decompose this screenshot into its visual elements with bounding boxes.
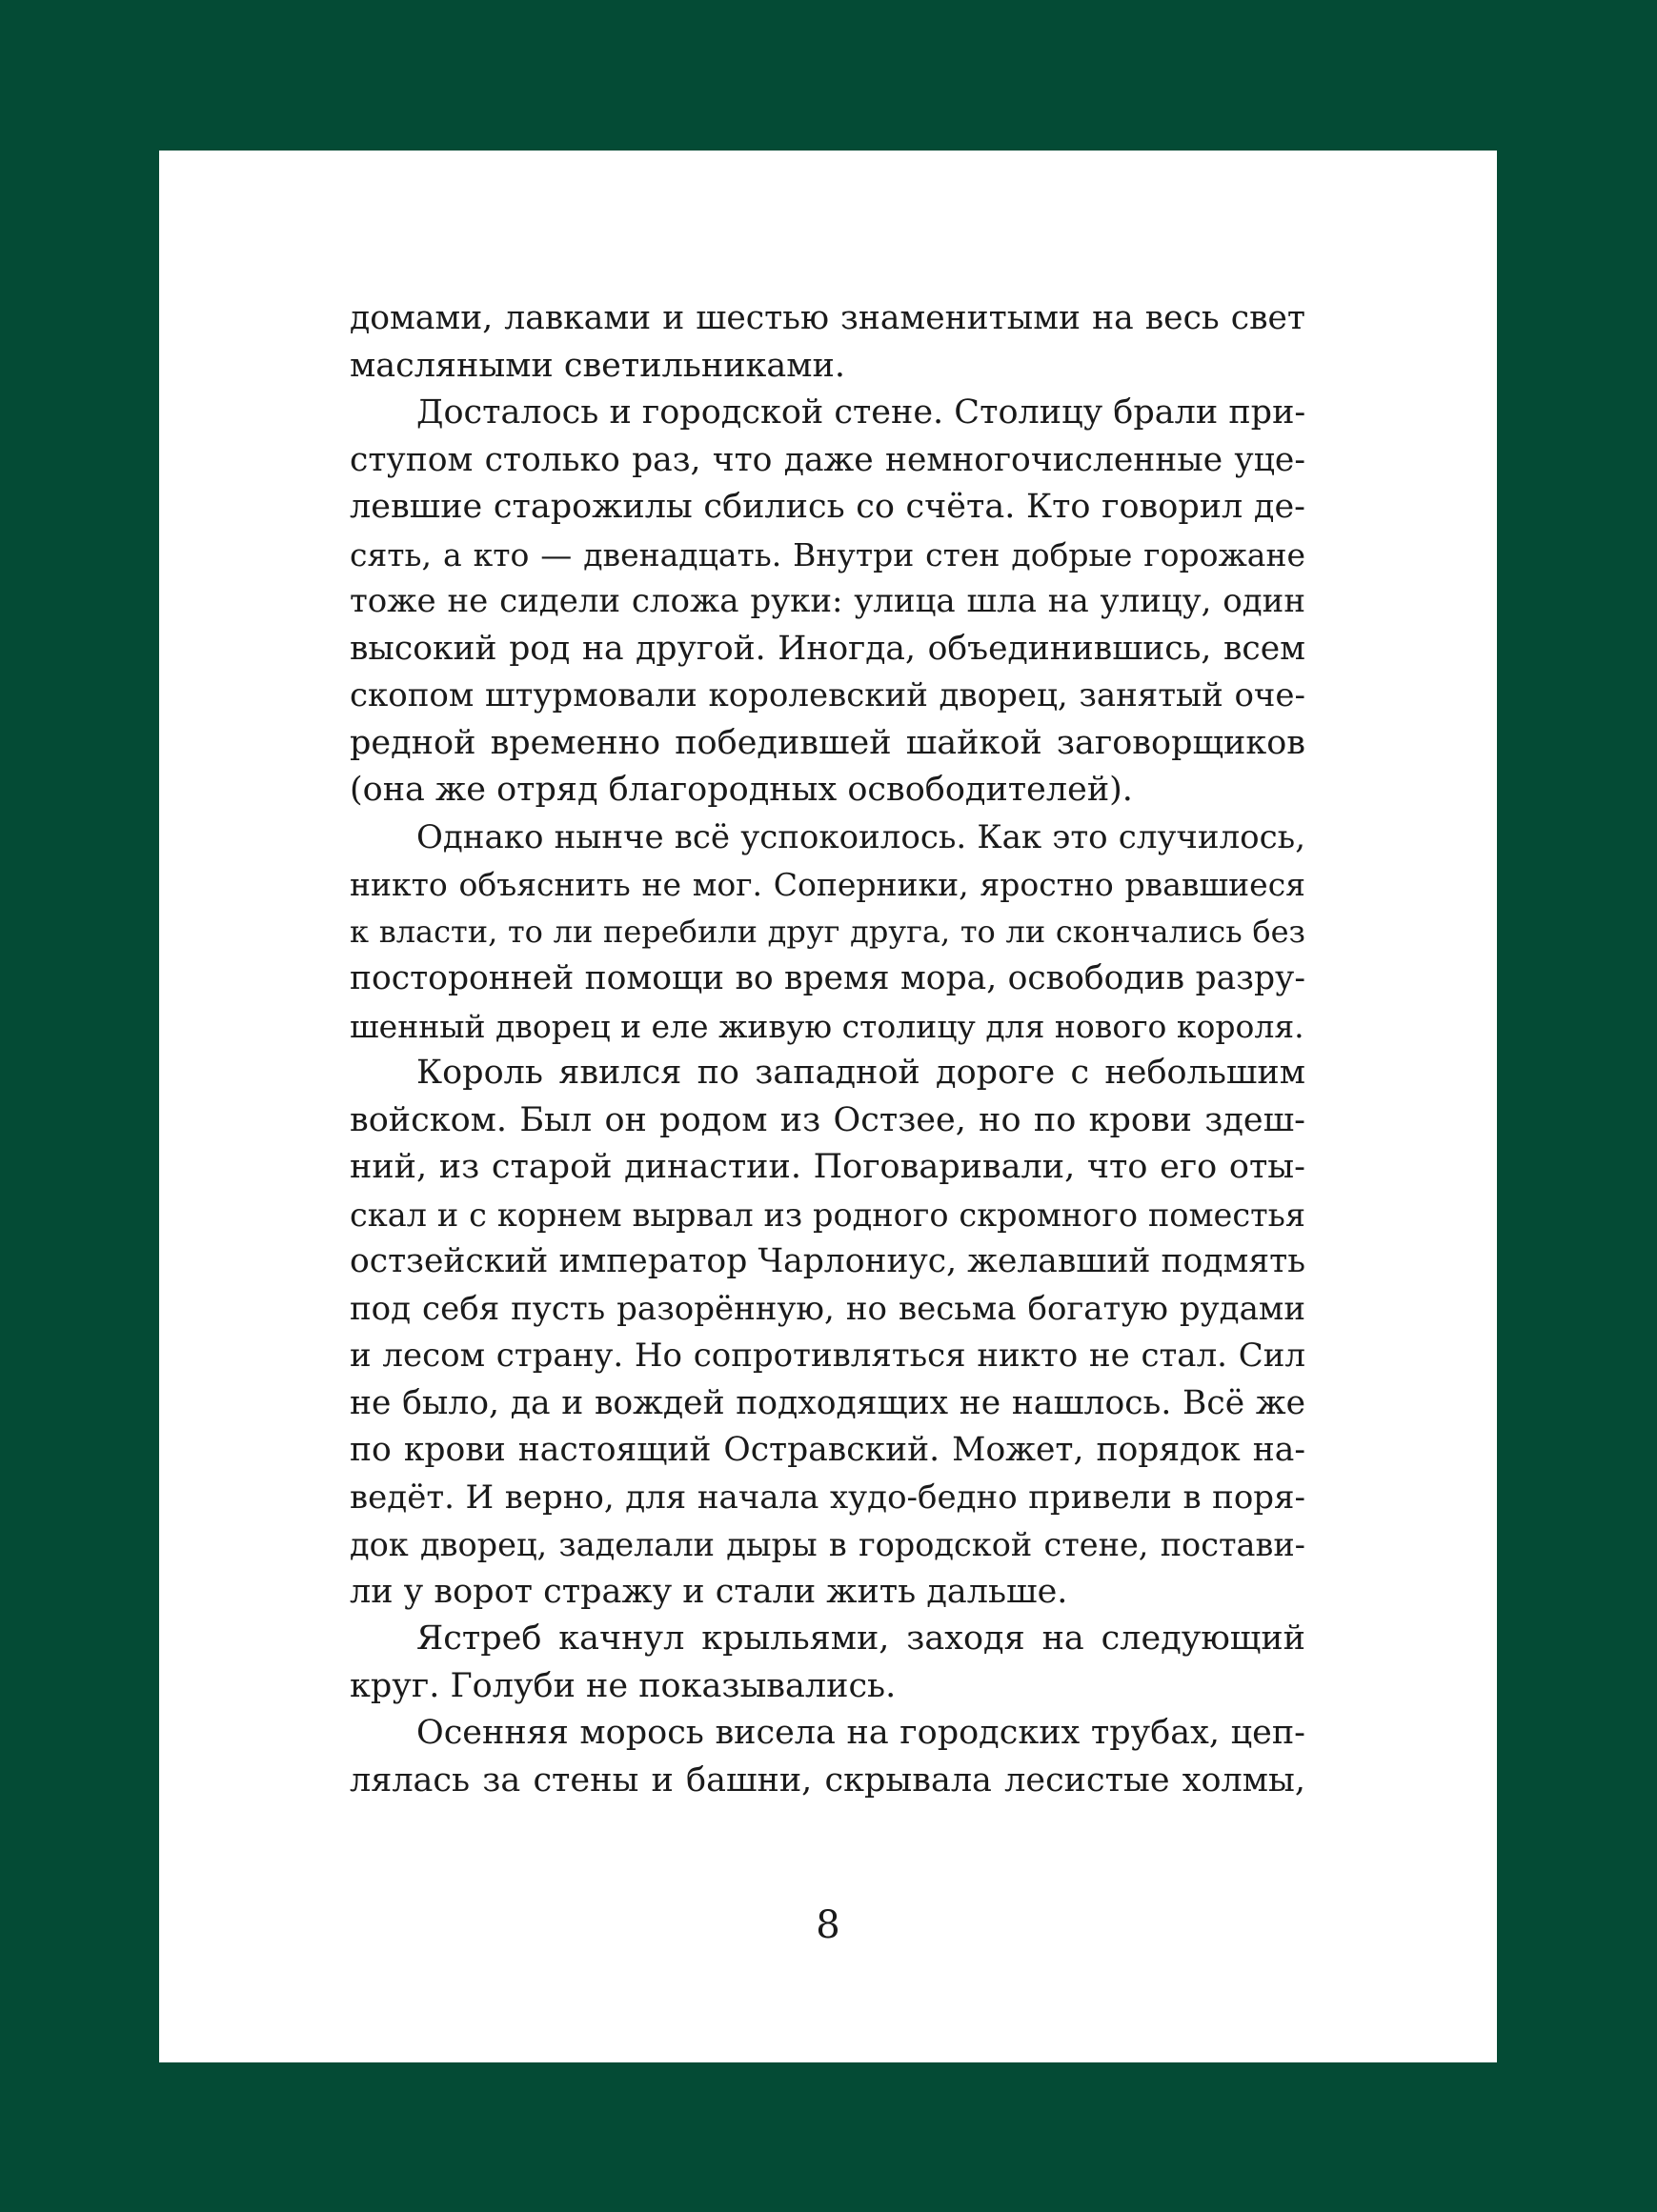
text-line: к власти, то ли перебили друг друга, то ли скончались без [350, 913, 1305, 950]
text-line: редной временно победившей шайкой заговорщиков [350, 723, 1305, 762]
text-line: лялась за стены и башни, скрывала лесистые холмы, [350, 1760, 1305, 1800]
text-line: не было, да и вождей подходящих не нашлось. Всё же [350, 1383, 1305, 1422]
text-line: Досталось и городской стене. Столицу брали при- [416, 393, 1306, 432]
text-line: ведёт. И верно, для начала худо-бедно привели в поря- [350, 1478, 1305, 1517]
text-line: домами, лавками и шестью знаменитыми на весь свет [350, 299, 1305, 337]
text-line: круг. Голуби не показывались. [350, 1666, 897, 1705]
text-line: по крови настоящий Остравский. Может, порядок на- [350, 1431, 1305, 1469]
text-line: левшие старожилы сбились со счёта. Кто говорил де- [350, 488, 1305, 526]
text-line: ний, из старой династии. Поговаривали, что его оты- [350, 1148, 1305, 1186]
text-line: док дворец, заделали дыры в городской стене, постави- [350, 1526, 1305, 1563]
text-line: тоже не сидели сложа руки: улица шла на улицу, один [350, 582, 1305, 620]
body-text [350, 295, 1305, 1804]
text-line: остзейский император Чарлониус, желавший подмять [350, 1242, 1305, 1280]
text-line: высокий род на другой. Иногда, объединившись, всем [350, 629, 1305, 668]
text-line: посторонней помощи во время мора, освободив разру- [350, 959, 1305, 997]
text-line: шенный дворец и еле живую столицу для нового короля. [350, 1007, 1304, 1045]
text-line: Однако нынче всё успокоилось. Как это случилось, [416, 817, 1305, 856]
text-line: Осенняя морось висела на городских трубах, цеп- [416, 1714, 1305, 1752]
book-page [159, 151, 1497, 2062]
text-line: сять, а кто — двенадцать. Внутри стен добрые горожане [350, 535, 1305, 573]
page-number: 8 [816, 1903, 840, 1947]
text-line: скопом штурмовали королевский дворец, занятый оче- [350, 676, 1305, 714]
text-line: Ястреб качнул крыльями, заходя на следующий [416, 1619, 1305, 1658]
text-line: ступом столько раз, что даже немногочисленные уце- [350, 440, 1305, 479]
text-line: (она же отряд благородных освободителей). [350, 771, 1133, 809]
text-line: масляными светильниками. [350, 346, 845, 385]
text-line: Король явился по западной дороге с небольшим [416, 1054, 1305, 1092]
text-line: под себя пусть разорённую, но весьма богатую рудами [350, 1289, 1305, 1328]
text-line: никто объяснить не мог. Соперники, яростно рвавшиеся [350, 866, 1305, 903]
text-line: ли у ворот стражу и стали жить дальше. [350, 1572, 1068, 1611]
text-line: и лесом страну. Но сопротивляться никто не стал. Сил [350, 1337, 1305, 1375]
text-line: войском. Был он родом из Остзее, но по крови здеш- [350, 1100, 1305, 1139]
text-line: скал и с корнем вырвал из родного скромного поместья [350, 1196, 1305, 1234]
